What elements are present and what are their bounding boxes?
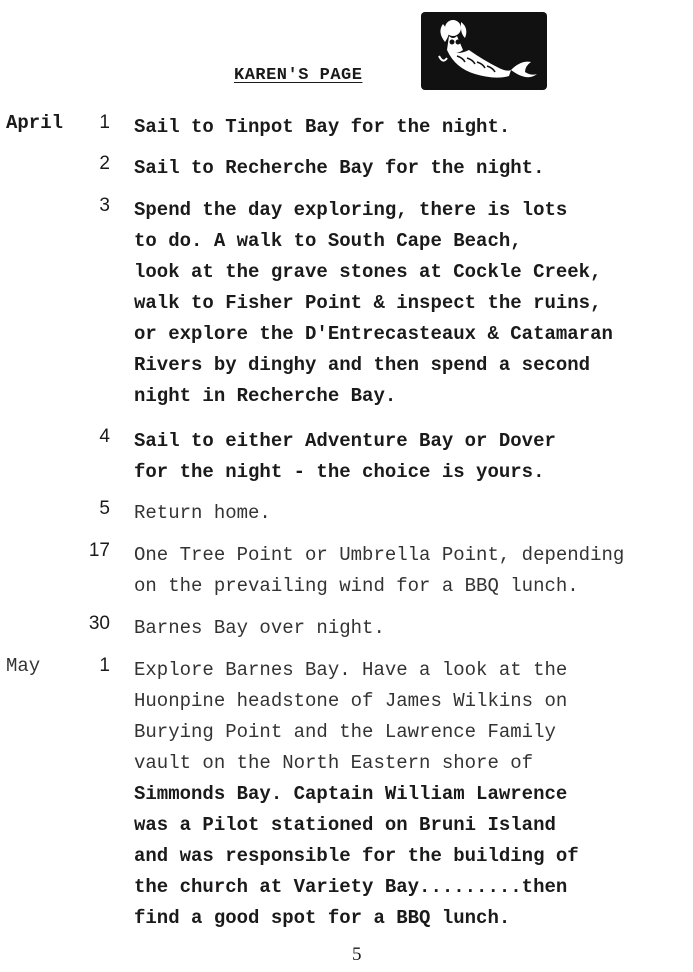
entry-line: find a good spot for a BBQ lunch. xyxy=(134,907,511,929)
entry-line: Explore Barnes Bay. Have a look at the xyxy=(134,659,568,681)
entry-line: night in Recherche Bay. xyxy=(134,385,397,407)
entry-line: walk to Fisher Point & inspect the ruins, xyxy=(134,292,602,314)
entry-month: April xyxy=(6,112,64,134)
entry-text xyxy=(134,112,692,143)
entry-text xyxy=(134,195,692,412)
entry-day: 30 xyxy=(88,613,110,634)
entry-line: Rivers by dinghy and then spend a second xyxy=(134,354,591,376)
entry-text xyxy=(134,655,692,934)
entry-line: Barnes Bay over night. xyxy=(134,617,385,639)
entry-line: Spend the day exploring, there is lots xyxy=(134,199,568,221)
entry-line: look at the grave stones at Cockle Creek, xyxy=(134,261,602,283)
entry-month: May xyxy=(6,655,41,677)
entry-line: or explore the D'Entrecasteaux & Catamaran xyxy=(134,323,613,345)
entry-line: Simmonds Bay. Captain William Lawrence xyxy=(134,783,568,805)
entry-text xyxy=(134,540,692,602)
entry-text xyxy=(134,426,692,488)
entry-line: Sail to Tinpot Bay for the night. xyxy=(134,116,511,138)
entry-text xyxy=(134,613,692,644)
entry-day: 4 xyxy=(99,426,110,447)
entry-day: 5 xyxy=(99,498,110,519)
entry-line: for the night - the choice is yours. xyxy=(134,461,545,483)
entry-day: 3 xyxy=(99,195,110,216)
entry-line: Return home. xyxy=(134,502,271,524)
mermaid-icon xyxy=(421,12,547,90)
entry-line: One Tree Point or Umbrella Point, depending xyxy=(134,544,625,566)
entry-line: Burying Point and the Lawrence Family xyxy=(134,721,556,743)
entry-line: was a Pilot stationed on Bruni Island xyxy=(134,814,556,836)
entry-line: Sail to Recherche Bay for the night. xyxy=(134,157,545,179)
entry-line: and was responsible for the building of xyxy=(134,845,579,867)
entry-line: on the prevailing wind for a BBQ lunch. xyxy=(134,575,579,597)
entry-line: the church at Variety Bay.........then xyxy=(134,876,568,898)
entry-day: 1 xyxy=(99,655,110,676)
entry-line: Sail to either Adventure Bay or Dover xyxy=(134,430,556,452)
entry-day: 2 xyxy=(99,153,110,174)
entry-text xyxy=(134,153,692,184)
entry-line: to do. A walk to South Cape Beach, xyxy=(134,230,522,252)
entry-day: 17 xyxy=(88,540,110,561)
entry-text xyxy=(134,498,692,529)
entry-line: Huonpine headstone of James Wilkins on xyxy=(134,690,568,712)
page-number: 5 xyxy=(352,944,362,965)
entry-line: vault on the North Eastern shore of xyxy=(134,752,534,774)
page-title: KAREN'S PAGE xyxy=(234,66,363,85)
entry-day: 1 xyxy=(99,112,110,133)
